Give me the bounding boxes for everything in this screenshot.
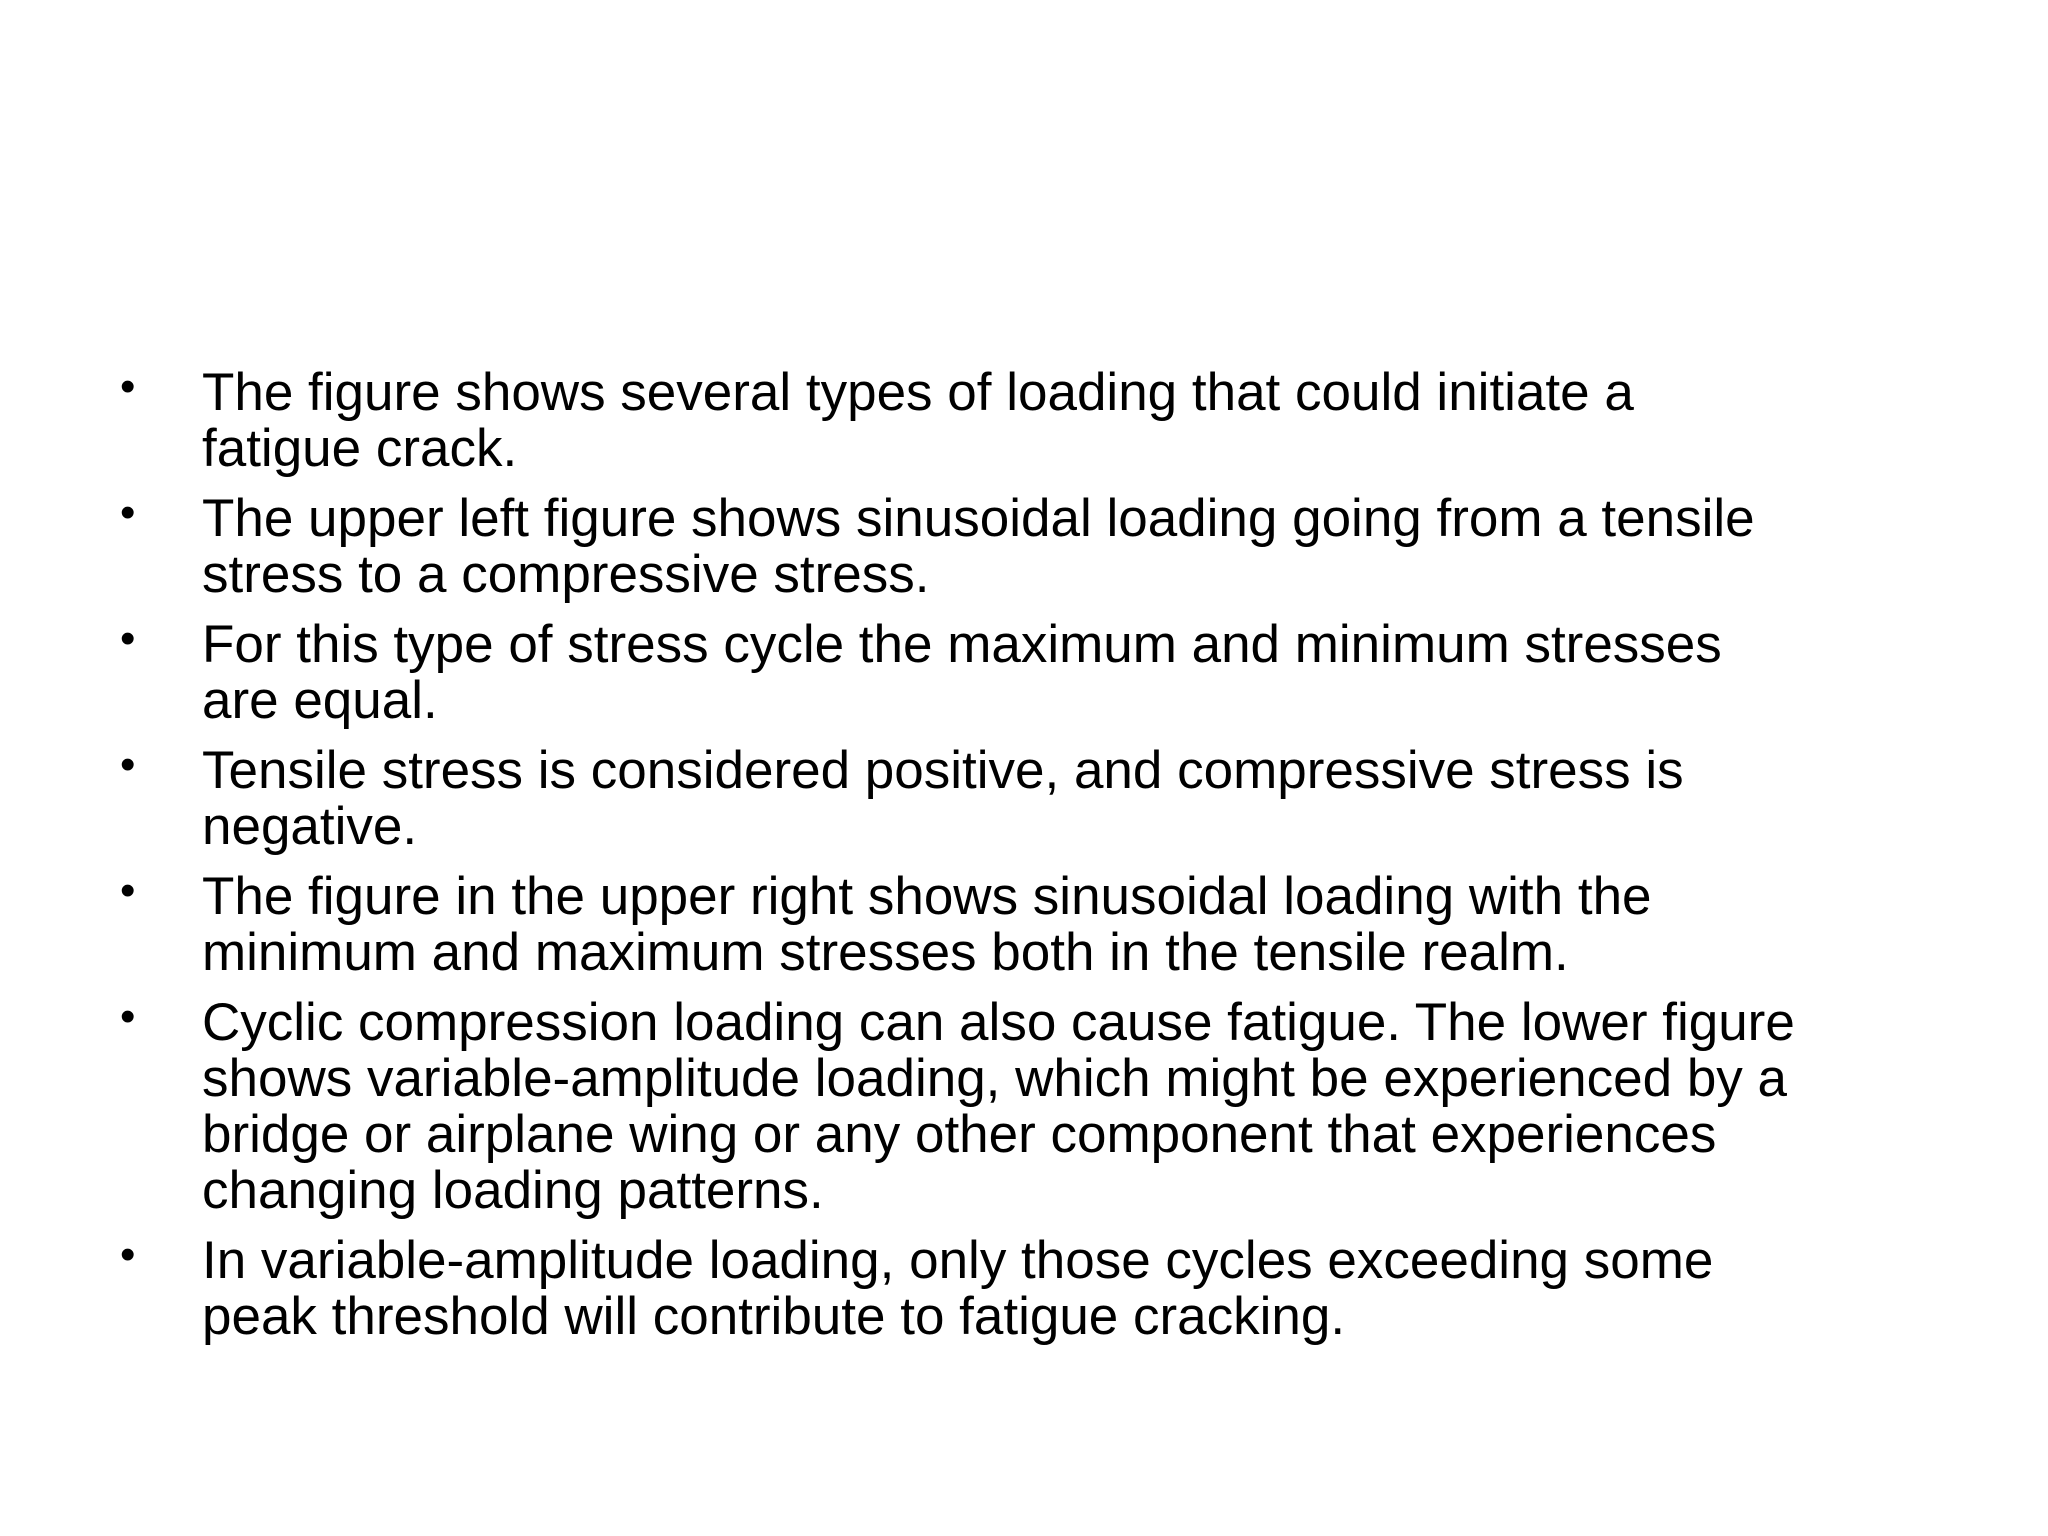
bullet-item [120, 866, 1980, 982]
bullet-text: Tensile stress is considered positive, and compressive stress is negative. [202, 741, 1684, 856]
bullet-text: The upper left figure shows sinusoidal loading going from a tensile stress to a compressive stress. [202, 489, 1755, 604]
bullet-text: For this type of stress cycle the maximum and minimum stresses are equal. [202, 615, 1722, 730]
bullet-dot-icon: • [120, 362, 136, 411]
bullet-dot-icon: • [120, 488, 136, 537]
bullet-text: Cyclic compression loading can also cause fatigue. The lower figure shows variable-amplitude loading, which might be experienced by a bridge or airplane wing or any other component that experiences changing loading patterns. [202, 993, 1795, 1220]
bullet-dot-icon: • [120, 614, 136, 663]
bullet-dot-icon: • [120, 992, 136, 1041]
bullet-dot-icon: • [120, 866, 136, 915]
bullet-item [120, 992, 1980, 1220]
bullet-item [120, 614, 1980, 730]
bullet-list [120, 362, 1980, 1359]
bullet-text: The figure in the upper right shows sinusoidal loading with the minimum and maximum stresses both in the tensile realm. [202, 867, 1652, 982]
bullet-text: The figure shows several types of loading that could initiate a fatigue crack. [202, 363, 1634, 478]
bullet-text: In variable-amplitude loading, only those cycles exceeding some peak threshold will contribute to fatigue cracking. [202, 1231, 1714, 1346]
bullet-item [120, 488, 1980, 604]
bullet-dot-icon: • [120, 740, 136, 789]
bullet-item [120, 1230, 1980, 1346]
bullet-item [120, 740, 1980, 856]
bullet-dot-icon: • [120, 1230, 136, 1279]
bullet-item [120, 362, 1980, 478]
